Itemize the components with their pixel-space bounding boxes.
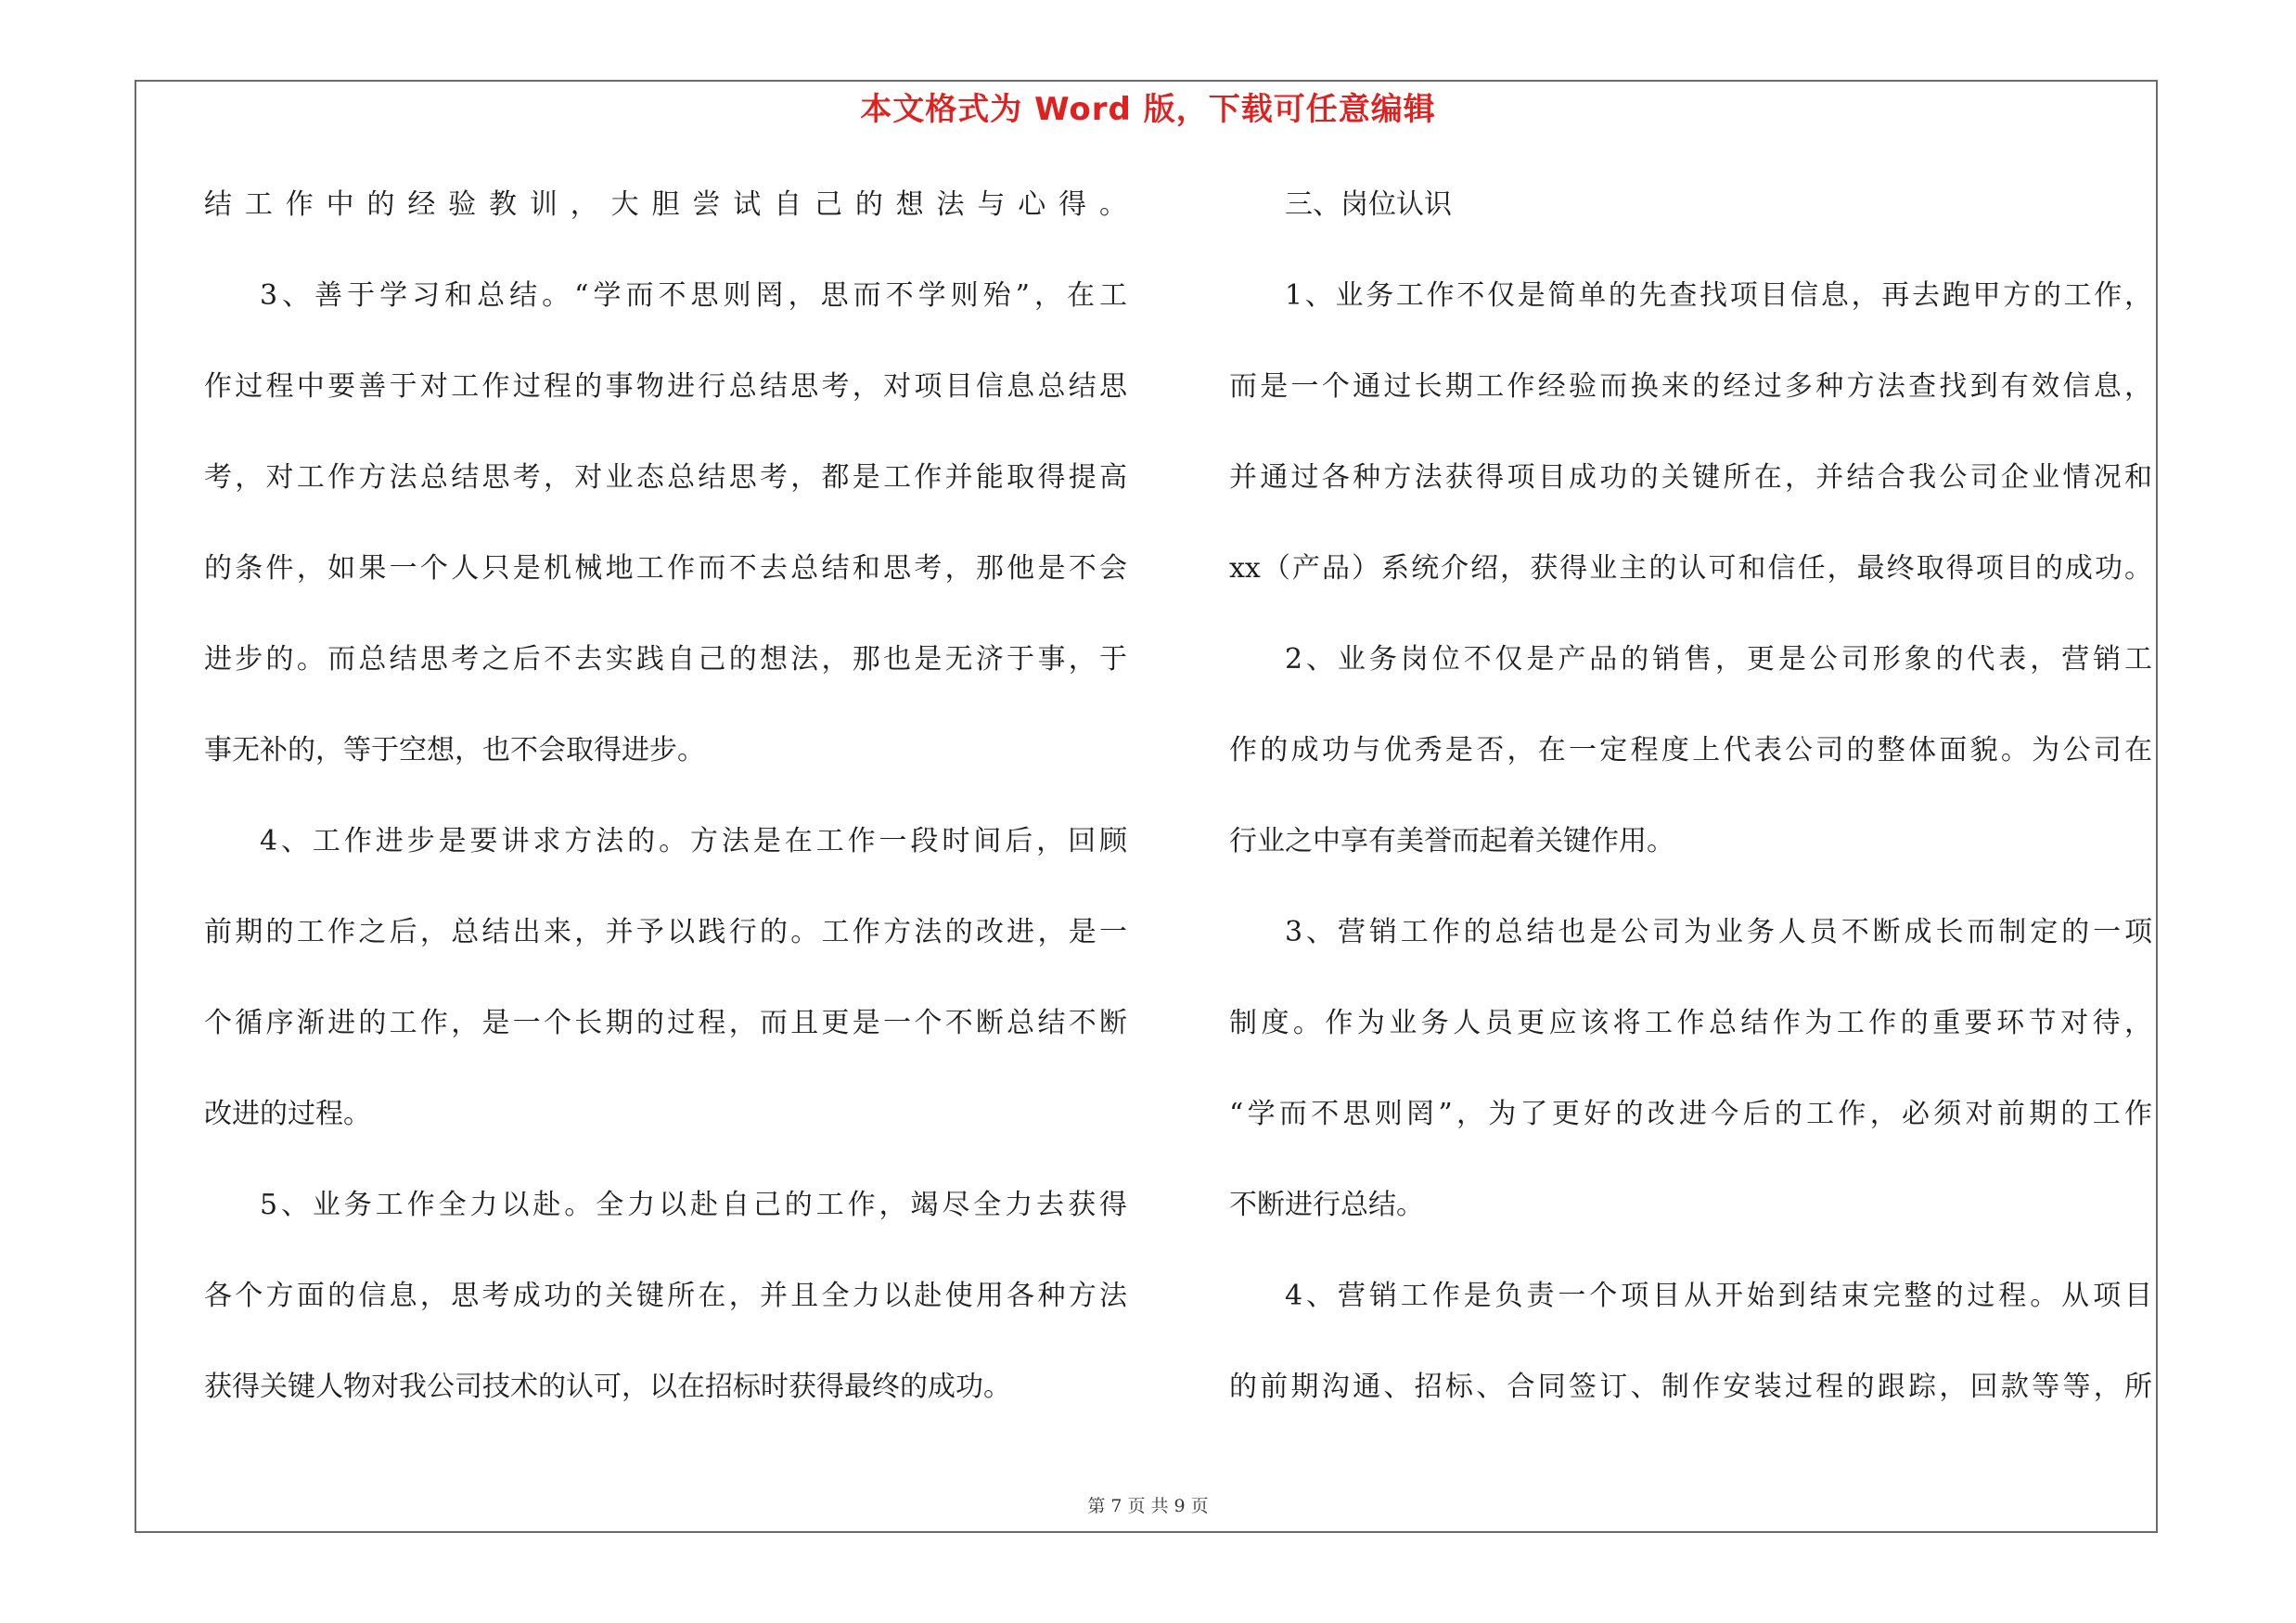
- text-line: xx（产品）系统介绍，获得业主的认可和信任，最终取得项目的成功。: [1229, 552, 2152, 585]
- text-line: 作的成功与优秀是否，在一定程度上代表公司的整体面貌。为公司在: [1229, 734, 2152, 766]
- text-line: 改进的过程。: [204, 1098, 371, 1130]
- left-text-column: [204, 182, 1127, 1455]
- section-heading: 三、岗位认识: [1285, 188, 1452, 221]
- text-line: 并通过各种方法获得项目成功的关键所在，并结合我公司企业情况和: [1229, 461, 2152, 494]
- text-line: 4、营销工作是负责一个项目从开始到结束完整的过程。从项目: [1285, 1280, 2152, 1312]
- text-line: 1、业务工作不仅是简单的先查找项目信息，再去跑甲方的工作，: [1285, 279, 2152, 312]
- text-line: 考，对工作方法总结思考，对业态总结思考，都是工作并能取得提高: [204, 461, 1127, 494]
- text-line: 个循序渐进的工作，是一个长期的过程，而且更是一个不断总结不断: [204, 1007, 1127, 1039]
- text-line: 4、工作进步是要讲求方法的。方法是在工作一段时间后，回顾: [260, 825, 1127, 857]
- format-notice-banner: 本文格式为 Word 版，下载可任意编辑: [860, 91, 1436, 128]
- text-line: 的前期沟通、招标、合同签订、制作安装过程的跟踪，回款等等，所: [1229, 1371, 2152, 1403]
- text-line: 3、营销工作的总结也是公司为业务人员不断成长而制定的一项: [1285, 916, 2152, 948]
- text-line: 作过程中要善于对工作过程的事物进行总结思考，对项目信息总结思: [204, 370, 1127, 403]
- text-line: 5、业务工作全力以赴。全力以赴自己的工作，竭尽全力去获得: [260, 1189, 1127, 1221]
- text-line: 事无补的，等于空想，也不会取得进步。: [204, 734, 705, 766]
- right-text-column: [1229, 182, 2152, 1455]
- text-line: 进步的。而总结思考之后不去实践自己的想法，那也是无济于事，于: [204, 643, 1127, 676]
- text-line: 结工作中的经验教训，大胆尝试自己的想法与心得。: [204, 188, 1127, 221]
- text-line: 获得关键人物对我公司技术的认可，以在招标时获得最终的成功。: [204, 1371, 1011, 1403]
- text-line: 不断进行总结。: [1229, 1189, 1424, 1221]
- text-line: 制度。作为业务人员更应该将工作总结作为工作的重要环节对待，: [1229, 1007, 2152, 1039]
- text-line: 前期的工作之后，总结出来，并予以践行的。工作方法的改进，是一: [204, 916, 1127, 948]
- text-line: 行业之中享有美誉而起着关键作用。: [1229, 825, 1674, 857]
- text-line: “学而不思则罔”，为了更好的改进今后的工作，必须对前期的工作: [1229, 1098, 2152, 1130]
- text-line: 3、善于学习和总结。“学而不思则罔，思而不学则殆”，在工: [260, 279, 1127, 312]
- page-number-footer: 第 7 页 共 9 页: [1087, 1496, 1209, 1516]
- text-line: 各个方面的信息，思考成功的关键所在，并且全力以赴使用各种方法: [204, 1280, 1127, 1312]
- text-line: 而是一个通过长期工作经验而换来的经过多种方法查找到有效信息，: [1229, 370, 2152, 403]
- text-line: 的条件，如果一个人只是机械地工作而不去总结和思考，那他是不会: [204, 552, 1127, 585]
- text-line: 2、业务岗位不仅是产品的销售，更是公司形象的代表，营销工: [1285, 643, 2152, 676]
